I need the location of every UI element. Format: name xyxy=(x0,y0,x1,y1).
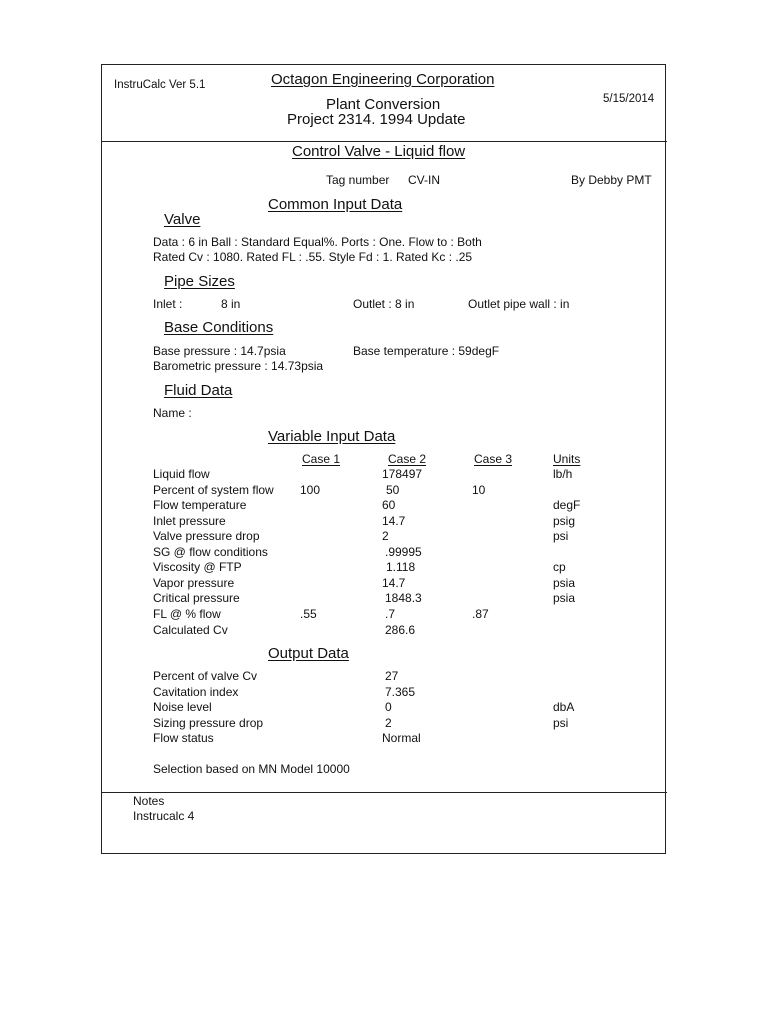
variable-row-case-1: 100 xyxy=(300,483,321,497)
notes-divider xyxy=(101,792,667,793)
variable-row-case-2: 14.7 xyxy=(382,514,406,528)
variable-row-case-2: 60 xyxy=(382,498,396,512)
variable-input-title: Variable Input Data xyxy=(268,428,396,445)
variable-row-label: Critical pressure xyxy=(153,591,240,605)
fluid-name: Name : xyxy=(153,406,192,420)
output-row-label: Cavitation index xyxy=(153,685,239,699)
prepared-by: By Debby PMT xyxy=(571,173,652,187)
variable-row-label: FL @ % flow xyxy=(153,607,221,621)
common-input-title: Common Input Data xyxy=(268,196,403,213)
barometric-pressure: Barometric pressure : 14.73psia xyxy=(153,359,324,373)
output-row-value: Normal xyxy=(382,731,421,745)
output-row-label: Flow status xyxy=(153,731,214,745)
variable-row-label: Viscosity @ FTP xyxy=(153,560,242,574)
variable-row-case-2: .99995 xyxy=(385,545,422,559)
tag-number-label: Tag number xyxy=(326,173,390,187)
variable-row-case-2: 1.118 xyxy=(386,560,416,574)
sheet-title: Control Valve - Liquid flow xyxy=(292,143,466,160)
company-name: Octagon Engineering Corporation xyxy=(271,71,495,88)
header-case-1: Case 1 xyxy=(302,452,341,466)
base-conditions-heading: Base Conditions xyxy=(164,319,274,336)
header-case-2: Case 2 xyxy=(388,452,427,466)
fluid-data-heading: Fluid Data xyxy=(164,382,233,399)
variable-row-unit: cp xyxy=(553,560,566,574)
variable-row-case-2: 1848.3 xyxy=(385,591,422,605)
output-row-label: Percent of valve Cv xyxy=(153,669,258,683)
header-case-3: Case 3 xyxy=(474,452,513,466)
variable-row-label: Flow temperature xyxy=(153,498,247,512)
variable-row-label: SG @ flow conditions xyxy=(153,545,268,559)
tag-number-value: CV-IN xyxy=(408,173,441,187)
variable-row-case-3: .87 xyxy=(472,607,489,621)
output-row-value: 0 xyxy=(385,700,392,714)
notes-label: Notes xyxy=(133,794,165,808)
variable-row-unit: psia xyxy=(553,591,576,605)
variable-row-unit: psi xyxy=(553,529,569,543)
variable-row-unit: degF xyxy=(553,498,581,512)
output-row-value: 7.365 xyxy=(385,685,416,699)
output-row-label: Noise level xyxy=(153,700,212,714)
output-row-unit: dbA xyxy=(553,700,575,714)
output-row-value: 27 xyxy=(385,669,399,683)
notes-text: Instrucalc 4 xyxy=(133,809,195,823)
pipe-sizes-heading: Pipe Sizes xyxy=(164,273,235,290)
variable-row-case-2: 14.7 xyxy=(382,576,406,590)
variable-row-label: Percent of system flow xyxy=(153,483,274,497)
outlet-size: Outlet : 8 in xyxy=(353,297,415,311)
output-row-label: Sizing pressure drop xyxy=(153,716,264,730)
output-row-unit: psi xyxy=(553,716,569,730)
project-name: Project 2314. 1994 Update xyxy=(287,111,466,128)
inlet-value: 8 in xyxy=(221,297,241,311)
variable-row-case-1: .55 xyxy=(300,607,317,621)
variable-row-case-2: 50 xyxy=(386,483,400,497)
variable-row-label: Liquid flow xyxy=(153,467,210,481)
valve-rating-line: Rated Cv : 1080. Rated FL : .55. Style Fd : 1. Rated Kc : .25 xyxy=(153,250,473,264)
variable-row-unit: psig xyxy=(553,514,576,528)
variable-row-case-2: 286.6 xyxy=(385,623,416,637)
output-row-value: 2 xyxy=(385,716,392,730)
valve-heading: Valve xyxy=(164,211,201,228)
variable-row-case-3: 10 xyxy=(472,483,486,497)
variable-row-label: Calculated Cv xyxy=(153,623,228,637)
variable-row-label: Inlet pressure xyxy=(153,514,226,528)
version-label: InstruCalc Ver 5.1 xyxy=(114,79,206,91)
variable-row-label: Vapor pressure xyxy=(153,576,235,590)
header-units: Units xyxy=(553,452,581,466)
outlet-pipe-wall: Outlet pipe wall : in xyxy=(468,297,570,311)
output-data-title: Output Data xyxy=(268,645,349,662)
date-label: 5/15/2014 xyxy=(603,93,655,105)
base-temperature: Base temperature : 59degF xyxy=(353,344,500,358)
variable-row-case-2: .7 xyxy=(385,607,396,621)
selection-note: Selection based on MN Model 10000 xyxy=(153,762,350,776)
inlet-label: Inlet : xyxy=(153,297,183,311)
variable-row-case-2: 178497 xyxy=(382,467,423,481)
valve-data-line: Data : 6 in Ball : Standard Equal%. Ports : One. Flow to : Both xyxy=(153,235,482,249)
header-divider xyxy=(101,141,667,142)
base-pressure: Base pressure : 14.7psia xyxy=(153,344,286,358)
variable-row-label: Valve pressure drop xyxy=(153,529,260,543)
variable-row-unit: psia xyxy=(553,576,576,590)
plant-name: Plant Conversion xyxy=(326,96,441,113)
variable-row-case-2: 2 xyxy=(382,529,389,543)
variable-row-unit: lb/h xyxy=(553,467,573,481)
